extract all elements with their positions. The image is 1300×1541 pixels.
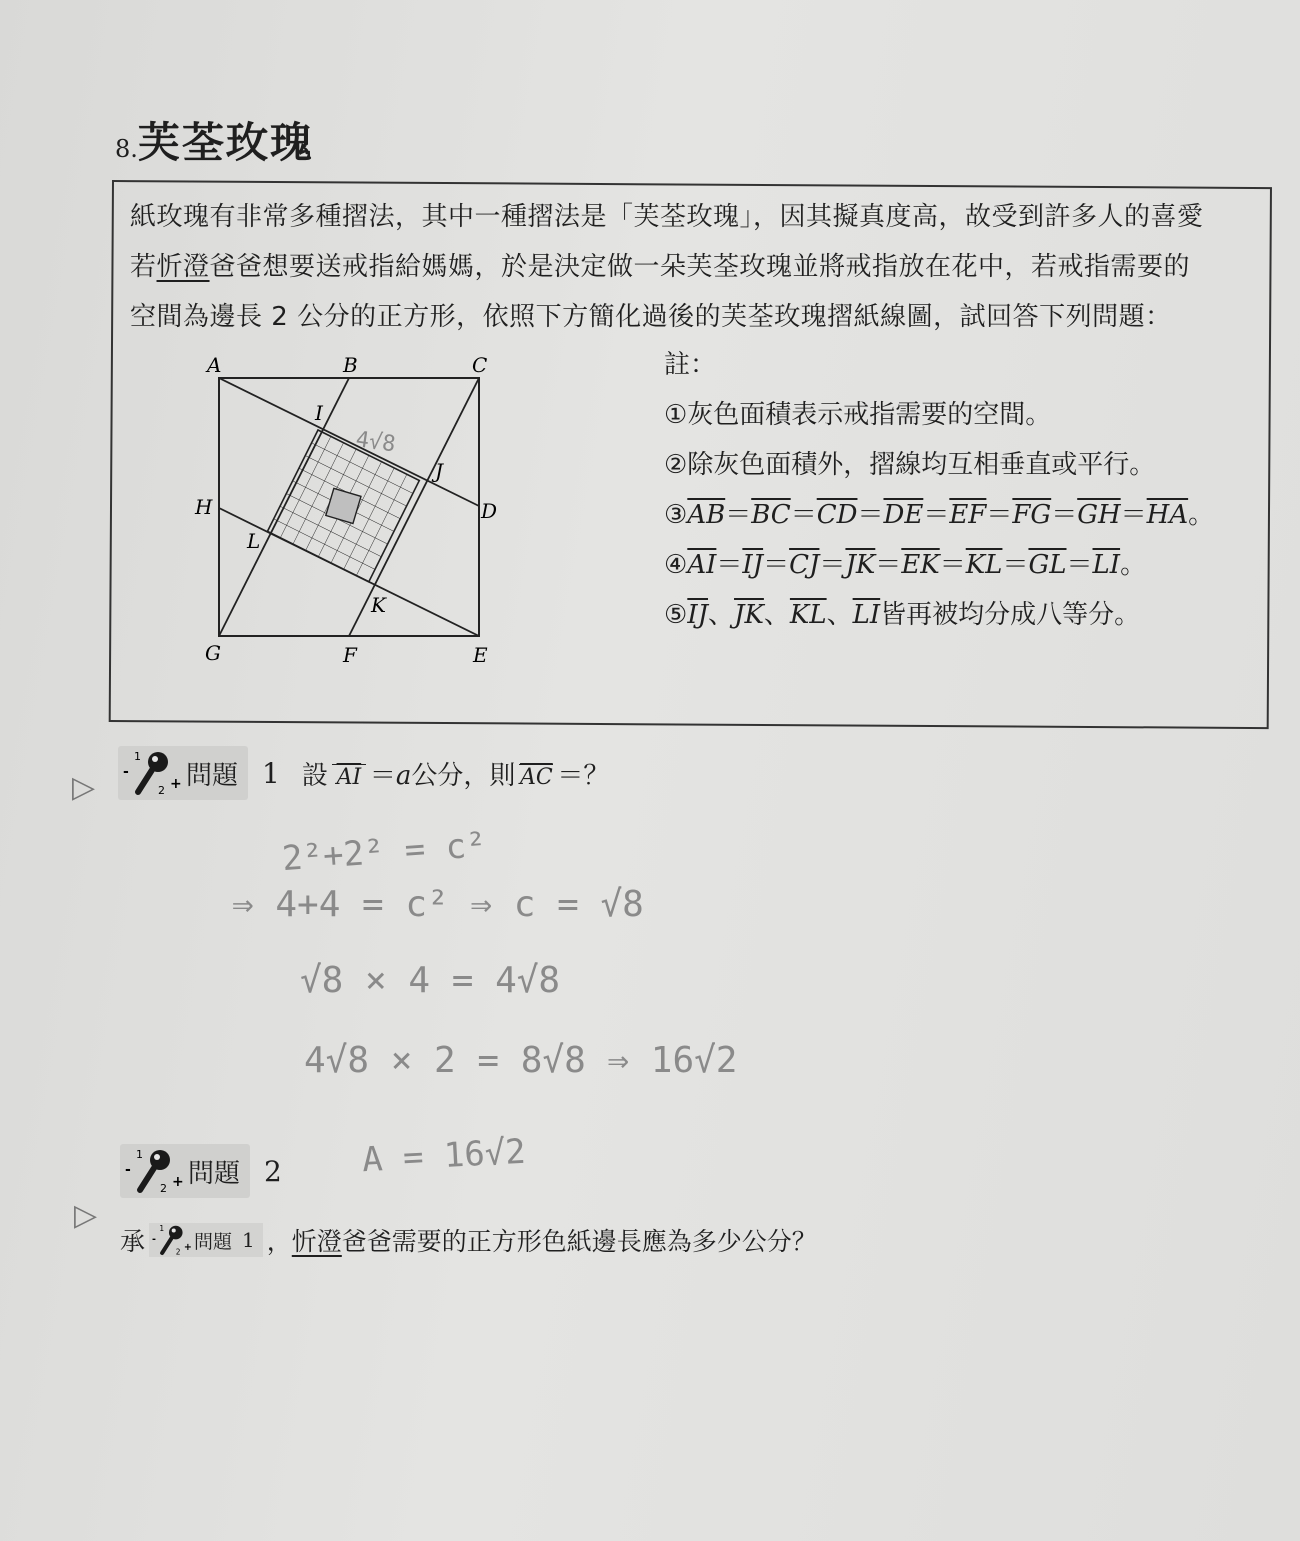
segment: $\overline{EF}$ (949, 500, 987, 530)
segment-AI (332, 764, 366, 789)
icon-fraction-top: 1 (159, 1224, 165, 1234)
q2-comma: ， (266, 1227, 292, 1256)
segment-AC-label: $\overline{AC}$ (520, 764, 553, 790)
question-2 (120, 1144, 282, 1198)
handwritten-grid-note: 4√8 (354, 427, 398, 458)
question-2-number: 2 (264, 1154, 282, 1188)
period: 。 (1188, 500, 1215, 530)
segment: $\overline{CJ}$ (789, 550, 820, 580)
equals: ＝ (763, 550, 790, 580)
icon-fraction-top: 1 (136, 1148, 143, 1161)
separator: 、 (763, 600, 790, 630)
icon-plus: + (172, 1174, 184, 1190)
margin-mark-1: ▷ (72, 770, 96, 805)
icon-plus: + (170, 776, 182, 792)
question-2-label: 問題 (188, 1158, 241, 1189)
label-L: L (247, 529, 261, 553)
variable-a: a (395, 760, 412, 791)
handwriting-line-3: √8 × 4 = 4√8 (300, 960, 561, 1001)
separator: 、 (826, 600, 853, 630)
icon-minus: - (123, 764, 129, 780)
icon-minus: - (125, 1162, 131, 1178)
label-G: G (205, 641, 221, 665)
microphone-icon (124, 1146, 182, 1196)
icon-plus: + (183, 1242, 192, 1254)
handwriting-line-4: 4√8 × 2 = 8√8 ⇒ 16√2 (304, 1040, 738, 1081)
label-H: H (195, 495, 213, 519)
segment: $\overline{JK}$ (845, 550, 876, 580)
equals: ＝ (1066, 550, 1093, 580)
equals: ＝ (939, 550, 966, 580)
note-4-number: ④ (664, 550, 688, 580)
intro-paragraph (130, 192, 1265, 342)
note-5-number: ⑤ (664, 600, 688, 630)
equals: ＝ (1002, 550, 1029, 580)
label-J: J (435, 459, 444, 483)
segment: $\overline{AB}$ (687, 500, 726, 530)
person-name: 忻澄 (291, 1227, 342, 1256)
segment: $\overline{IJ}$ (687, 600, 709, 630)
segment: $\overline{JK}$ (734, 600, 764, 630)
note-2: ②除灰色面積外，摺線均互相垂直或平行。 (664, 450, 1156, 480)
section-title-text: 芙荃玫瑰 (137, 118, 314, 167)
icon-fraction-top: 1 (134, 750, 141, 763)
segment-AI-label: $\overline{AI}$ (336, 764, 362, 790)
question-2-badge (120, 1144, 250, 1198)
segment: $\overline{LI}$ (852, 600, 881, 630)
segment: $\overline{KL}$ (965, 550, 1003, 580)
margin-mark-2: ▷ (74, 1198, 98, 1233)
equals: ＝ (725, 500, 752, 530)
microphone-icon (151, 1223, 191, 1257)
question-2-text (120, 1222, 817, 1258)
question-1-badge (118, 746, 248, 800)
q1-text-start: 設 (301, 760, 328, 791)
segment: $\overline{EK}$ (901, 550, 940, 580)
segment: $\overline{IJ}$ (742, 550, 764, 580)
label-B: B (343, 353, 358, 377)
label-C: C (472, 353, 488, 377)
segment: $\overline{HA}$ (1146, 500, 1189, 530)
label-K: K (371, 593, 386, 617)
question-1-text (302, 755, 610, 792)
note-1: ①灰色面積表示戒指需要的空間。 (664, 400, 1052, 430)
question-1-number: 1 (262, 756, 280, 790)
segment: $\overline{AI}$ (687, 550, 717, 580)
icon-fraction-bottom: 2 (175, 1247, 181, 1257)
intro-line-2 (130, 242, 1265, 292)
segment: $\overline{LI}$ (1092, 550, 1121, 580)
notes-list (664, 340, 1214, 640)
note-4 (664, 540, 1214, 590)
icon-minus: - (151, 1234, 156, 1246)
equals: ＝ (1120, 500, 1147, 530)
q2-question-text: 爸爸需要的正方形色紙邊長應為多少公分？ (341, 1227, 817, 1256)
folding-diagram (185, 348, 515, 678)
equals: ＝ (875, 550, 902, 580)
separator: 、 (708, 600, 735, 630)
equals: ＝ (857, 500, 884, 530)
segment: $\overline{GH}$ (1077, 500, 1121, 530)
icon-fraction-bottom: 2 (158, 784, 165, 797)
equals: ＝ (790, 500, 817, 530)
icon-fraction-bottom: 2 (160, 1182, 167, 1195)
segment: $\overline{KL}$ (789, 600, 827, 630)
equals: ＝ (716, 550, 743, 580)
intro-line-3: 空間為邊長 2 公分的正方形，依照下方簡化過後的芙荃玫瑰摺紙線圖，試回答下列問題： (130, 302, 1172, 332)
note-3-number: ③ (664, 500, 688, 530)
handwriting-line-1: 2²+2² = c² (280, 824, 488, 880)
question-1-label: 問題 (186, 760, 239, 791)
segment: $\overline{CD}$ (816, 500, 858, 530)
intro-line-2-start: 若 (130, 252, 157, 282)
reference-number: 1 (242, 1228, 255, 1252)
question-1 (118, 746, 609, 800)
section-number: 8. (115, 135, 138, 163)
segment-AC (519, 764, 553, 789)
label-E: E (473, 643, 488, 667)
note-5-text: 皆再被均分成八等分。 (880, 600, 1141, 630)
segment: $\overline{BC}$ (751, 500, 791, 530)
equals: ＝ (986, 500, 1013, 530)
center-grid (267, 430, 419, 582)
period: 。 (1120, 550, 1147, 580)
label-F: F (343, 643, 357, 667)
question-1-reference (149, 1223, 263, 1257)
handwriting-line-2: ⇒ 4+4 = c² ⇒ c = √8 (232, 884, 644, 925)
q1-text-end: ＝？ (557, 760, 610, 791)
person-name: 忻澄 (156, 252, 210, 282)
notes-heading: 註： (664, 350, 717, 380)
section-title (115, 110, 314, 170)
handwriting-answer: A = 16√2 (361, 1131, 527, 1181)
q1-text-mid: 公分，則 (411, 760, 516, 791)
note-5 (664, 590, 1214, 640)
segment: $\overline{FG}$ (1012, 500, 1052, 530)
intro-line-2-rest: 爸爸想要送戒指給媽媽，於是決定做一朵芙荃玫瑰並將戒指放在花中，若戒指需要的 (209, 252, 1191, 282)
segment: $\overline{GL}$ (1028, 550, 1067, 580)
segment: $\overline{DE}$ (883, 500, 924, 530)
note-3 (664, 490, 1214, 540)
reference-label: 問題 (194, 1230, 233, 1253)
microphone-icon (122, 748, 180, 798)
equals: ＝ (819, 550, 846, 580)
q2-prefix: 承 (120, 1227, 146, 1256)
q1-equals: ＝ (369, 760, 396, 791)
intro-line-1: 紙玫瑰有非常多種摺法，其中一種摺法是「芙荃玫瑰」，因其擬真度高，故受到許多人的喜愛 (130, 202, 1204, 232)
equals: ＝ (923, 500, 950, 530)
label-A: A (207, 353, 222, 377)
label-D: D (481, 499, 498, 523)
label-I: I (315, 401, 323, 425)
equals: ＝ (1051, 500, 1078, 530)
